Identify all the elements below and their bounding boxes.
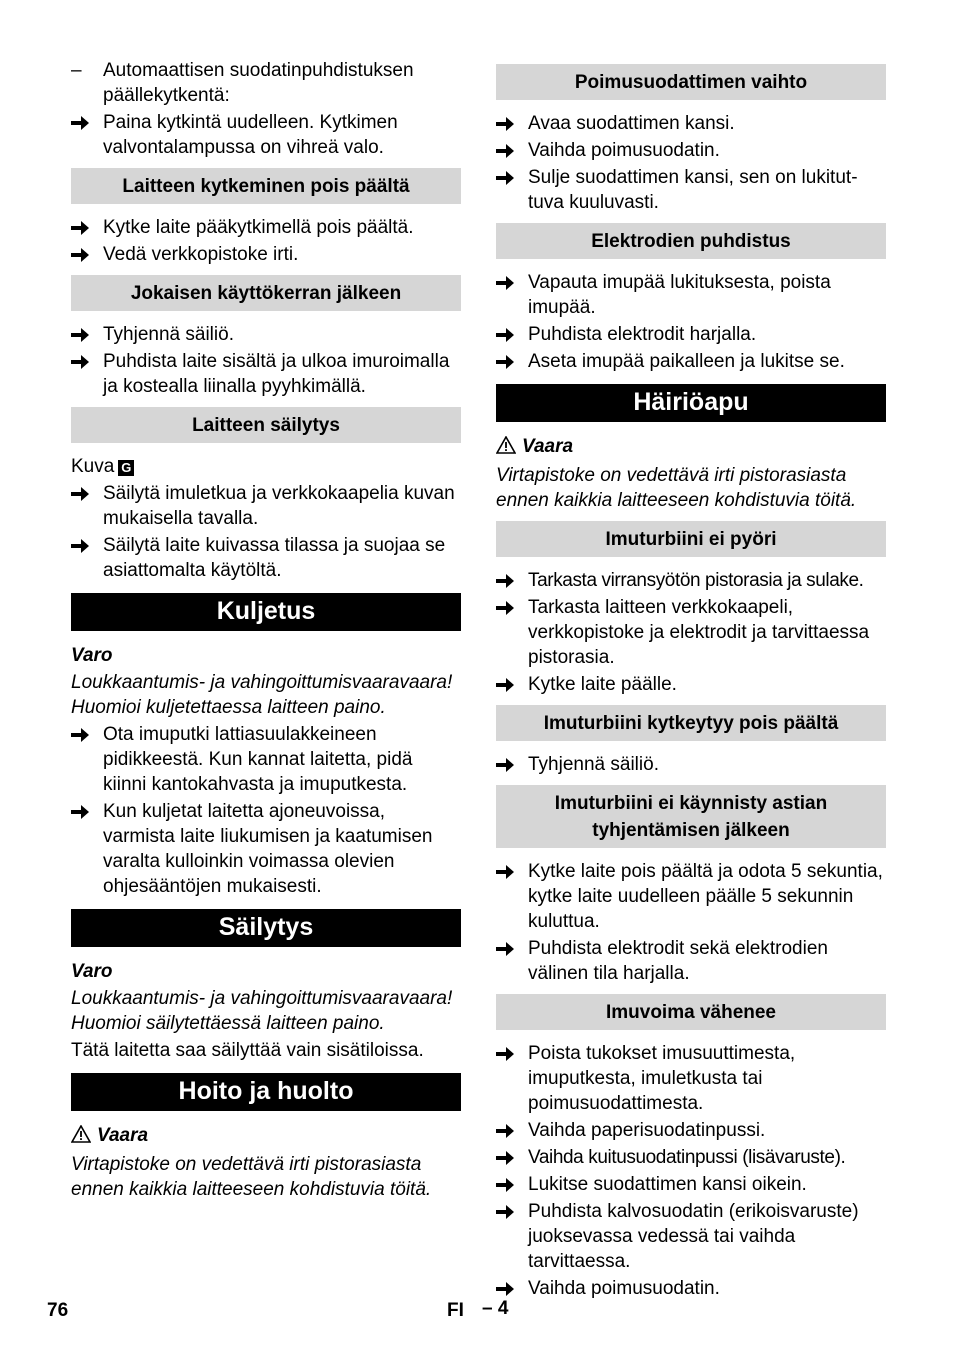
section-heading: Poimusuodattimen vaihto	[496, 64, 886, 100]
warning-triangle-icon	[496, 436, 516, 461]
section-heading: Laitteen säilytys	[71, 407, 461, 443]
arrow-right-icon	[496, 1118, 520, 1138]
section-number: – 4	[482, 1298, 509, 1319]
arrow-right-icon	[496, 349, 520, 369]
arrow-right-icon	[496, 672, 520, 692]
list-item: Puhdista elektrodit sekä elektrodien välinen tila harjalla.	[496, 936, 886, 986]
list-item: Vaihda kuitusuodatinpussi (lisävaruste).	[496, 1145, 886, 1170]
left-column	[71, 58, 461, 1204]
warning-triangle-icon	[71, 1125, 91, 1150]
list-item: Tyhjennä säiliö.	[496, 752, 886, 777]
arrow-right-icon	[496, 595, 520, 615]
list-item	[71, 58, 461, 108]
danger-text: Virtapistoke on vedettävä irti pistorasiasta ennen kaikkia laitteeseen kohdistuvia töitä.	[496, 465, 857, 511]
caution-text: Loukkaantumis- ja vahingoittumisvaaravaara! Huomioi säilytettäessä laitteen paino.	[71, 988, 453, 1034]
arrow-right-icon	[496, 568, 520, 588]
arrow-right-icon	[496, 1145, 520, 1165]
page-number: 76	[47, 1300, 69, 1321]
arrow-right-icon	[71, 322, 95, 342]
chapter-heading: Hoito ja huolto	[71, 1073, 461, 1111]
arrow-right-icon	[71, 481, 95, 501]
arrow-right-icon	[496, 138, 520, 158]
section-heading: Laitteen kytkeminen pois päältä	[71, 168, 461, 204]
arrow-right-icon	[496, 1041, 520, 1061]
list-item: Tyhjennä säiliö.	[71, 322, 461, 347]
list-item: Kytke laite pääkytkimellä pois päältä.	[71, 215, 461, 240]
caution-title: Varo	[71, 645, 113, 666]
list-item: Lukitse suodattimen kansi oikein.	[496, 1172, 886, 1197]
list-item: Aseta imupää paikalleen ja lukitse se.	[496, 349, 886, 374]
list-item: Vaihda poimusuodatin.	[496, 1276, 886, 1301]
section-heading: Elektrodien puhdistus	[496, 223, 886, 259]
list-item: Kytke laite päälle.	[496, 672, 886, 697]
list-item: Tarkasta laitteen verkkokaapeli, verkkopistoke ja elektrodit ja tarvittaessa pistorasia.	[496, 595, 886, 670]
section-heading: Jokaisen käyttökerran jälkeen	[71, 275, 461, 311]
list-item: Sulje suodattimen kansi, sen on lukituttuva kuuluvasti.	[496, 165, 886, 215]
danger-title: Vaara	[496, 434, 886, 461]
arrow-right-icon	[496, 270, 520, 290]
caution-title: Varo	[71, 961, 113, 982]
list-item: Puhdista elektrodit harjalla.	[496, 322, 886, 347]
arrow-right-icon	[71, 349, 95, 369]
arrow-right-icon	[496, 859, 520, 879]
arrow-right-icon	[71, 722, 95, 742]
list-item: Puhdista laite sisältä ja ulkoa imuroimalla ja kostealla liinalla pyyhkimällä.	[71, 349, 461, 399]
list-item: Vaihda paperisuodatinpussi.	[496, 1118, 886, 1143]
list-item: Ota imuputki lattiasuulakkeineen pidikkeestä. Kun kannat laitetta, pidä kiinni kantokahvasta ja imuputkesta.	[71, 722, 461, 797]
section-heading: Imuvoima vähenee	[496, 994, 886, 1030]
list-item: Säilytä imuletkua ja verkkokaapelia kuvan mukaisella tavalla.	[71, 481, 461, 531]
intro-step-text: Paina kytkintä uudelleen. Kytkimen valvontalampussa on vihreä valo.	[103, 112, 398, 158]
arrow-right-icon	[71, 110, 95, 130]
storage-note: Tätä laitetta saa säilyttää vain sisätiloissa.	[71, 1040, 424, 1061]
arrow-right-icon	[71, 799, 95, 819]
arrow-right-icon	[496, 752, 520, 772]
arrow-right-icon	[496, 936, 520, 956]
list-item: Vedä verkkopistoke irti.	[71, 242, 461, 267]
intro-dash-text: Automaattisen suodatinpuhdistuksen päällekytkentä:	[103, 60, 414, 106]
list-item: Säilytä laite kuivassa tilassa ja suojaa se asiattomalta käytöltä.	[71, 533, 461, 583]
list-item	[71, 110, 461, 160]
right-column	[496, 56, 886, 1303]
list-item: Kytke laite pois päältä ja odota 5 sekuntia, kytke laite uudelleen päälle 5 sekunnin kuluttua.	[496, 859, 886, 934]
list-item: Puhdista kalvosuodatin (erikoisvaruste) juoksevassa vedessä tai vaihda tarvittaessa.	[496, 1199, 886, 1274]
chapter-heading: Kuljetus	[71, 593, 461, 631]
arrow-right-icon	[496, 322, 520, 342]
danger-text: Virtapistoke on vedettävä irti pistorasiasta ennen kaikkia laitteeseen kohdistuvia töitä.	[71, 1154, 432, 1200]
arrow-right-icon	[71, 242, 95, 262]
section-heading: Imuturbiini ei käynnisty astian tyhjentämisen jälkeen	[496, 785, 886, 848]
list-item: Tarkasta virransyötön pistorasia ja sulake.	[496, 568, 886, 593]
chapter-heading: Säilytys	[71, 909, 461, 947]
language-code: FI	[447, 1300, 464, 1321]
list-item: Poista tukokset imusuuttimesta, imuputkesta, imuletkusta tai poimusuodattimesta.	[496, 1041, 886, 1116]
arrow-right-icon	[496, 111, 520, 131]
dash-marker: –	[71, 60, 82, 81]
chapter-heading: Häiriöapu	[496, 384, 886, 422]
figure-reference: Kuva G	[71, 454, 461, 479]
arrow-right-icon	[496, 165, 520, 185]
danger-title: Vaara	[71, 1123, 461, 1150]
list-item: Vapauta imupää lukituksesta, poista imupää.	[496, 270, 886, 320]
arrow-right-icon	[71, 533, 95, 553]
caution-text: Loukkaantumis- ja vahingoittumisvaaravaara! Huomioi kuljetettaessa laitteen paino.	[71, 672, 453, 718]
list-item: Vaihda poimusuodatin.	[496, 138, 886, 163]
list-item: Kun kuljetat laitetta ajoneuvoissa, varmista laite liukumisen ja kaatumisen varalta kulloinkin voimassa olevien ohjesääntöjen mukaisesti.	[71, 799, 461, 899]
section-heading: Imuturbiini kytkeytyy pois päältä	[496, 705, 886, 741]
figure-letter-badge: G	[118, 460, 134, 476]
list-item: Avaa suodattimen kansi.	[496, 111, 886, 136]
arrow-right-icon	[496, 1276, 520, 1296]
section-heading: Imuturbiini ei pyöri	[496, 521, 886, 557]
arrow-right-icon	[71, 215, 95, 235]
arrow-right-icon	[496, 1199, 520, 1219]
arrow-right-icon	[496, 1172, 520, 1192]
